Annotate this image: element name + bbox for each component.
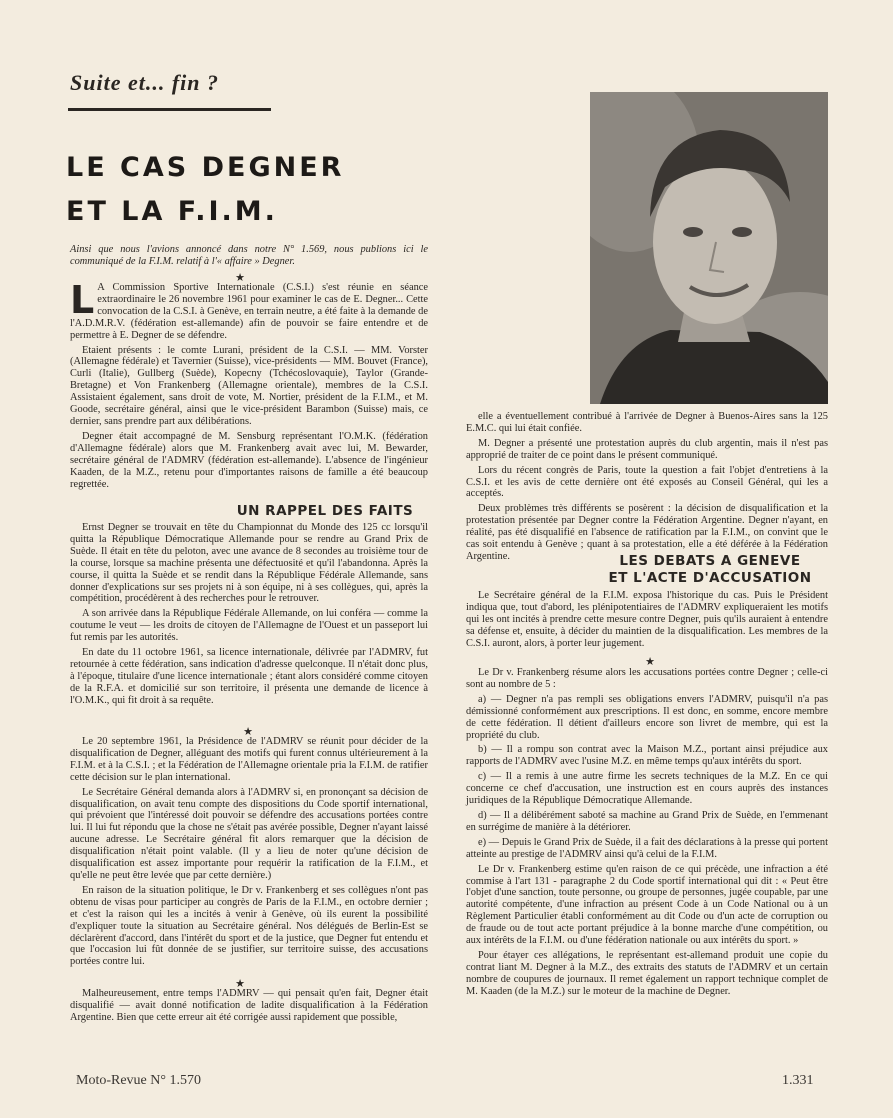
- star-icon: ★: [235, 272, 245, 284]
- paragraph: Ernst Degner se trouvait en tête du Championnat du Monde des 125 cc lorsqu'il quitta la République Démocratique Allemande pour se rendre au Grand Prix de Suède. Il était en tête du peloton, avec une avance de 8 secondes au troisième tour de la course, lorsque sa machine présenta une défectuosité et qu'il l'abandonna. Après la course, il quitta la Suède et se rendit dans la République Fédérale Allemande, sans donner d'explications sur ses projets ni à son équipe, ni à ses collègues, qui, après la compétition, procédèrent à des recherches pour le retrouver.: [70, 522, 428, 605]
- paragraph: A Commission Sportive Internationale (C.S.I.) s'est réunie en séance extraordinaire le 26 novembre 1961 pour examiner le cas de E. Degner... Cette convocation de la C.S.I. à Genève, en terrain neutre, a été faite à la demande de l'A.D.M.R.V. (fédération est-allemande) afin de pouvoir se faire entendre et de permettre à E. Degner de se défendre.: [70, 282, 428, 341]
- star-icon: ★: [235, 978, 245, 990]
- star-icon: ★: [645, 656, 655, 668]
- portrait-photo-graphic: [590, 92, 828, 404]
- column-left-bottom: [70, 988, 428, 1027]
- column-right-top: [466, 411, 828, 566]
- column-left-middle: [70, 522, 428, 710]
- paragraph: Le Dr v. Frankenberg résume alors les accusations portées contre Degner ; celle-ci sont au nombre de 5 :: [466, 667, 828, 690]
- paragraph: elle a éventuellement contribué à l'arrivée de Degner à Buenos-Aires sans la 125 E.M.C. qui lui était confiée.: [466, 411, 828, 434]
- column-left-lower: [70, 736, 428, 971]
- star-icon: ★: [243, 726, 253, 738]
- column-right-lower: [466, 667, 828, 1001]
- kicker: Suite et... fin ?: [70, 70, 220, 95]
- paragraph: Le Dr v. Frankenberg estime qu'en raison de ce qui précède, une infraction a été commise à l'art 131 - paragraphe 2 du Code sportif international qui dit : « Peut être l'objet d'une sanction, toute personne, ou groupe de personnes, jugée coupable, par une autorité compétente, d'une infraction au présent Code à un Code National ou à un Règlement Particulier établi conformément au dit Code ou d'un acte de corruption ou de fraude ou de tout acte portant préjudice à la bonne marche d'une compétition, ou aux intérêts de la F.I.M. ou d'une fédération nationale ou aux intérêts du sport. »: [466, 863, 828, 947]
- paragraph: M. Degner a présenté une protestation auprès du club argentin, mais il n'est pas approprié de traiter de ce point dans le présent communiqué.: [466, 437, 828, 461]
- paragraph: a) — Degner n'a pas rempli ses obligations envers l'ADMRV, puisqu'il n'a pas démissionné conformément aux prescriptions. Il est donc, en somme, encore membre de cette fédération. Il détient d'ailleurs encore son livret de membre, qui est la propriété du club.: [466, 693, 828, 741]
- paragraph: Le 20 septembre 1961, la Présidence de l'ADMRV se réunit pour décider de la disqualification de Degner, alléguant des motifs qui furent connus ultérieurement à la F.I.M. et à la C.S.I. ; et la Fédération de l'Allemagne orientale pria la F.I.M. de ratifier cette décision sur le plan international.: [70, 736, 428, 783]
- headline-line-1: LE CAS DEGNER: [66, 152, 345, 183]
- paragraph: En raison de la situation politique, le Dr v. Frankenberg et ses collègues n'ont pas obtenu de visas pour participer au congrès de Paris de la F.I.M., en octobre dernier ; et c'est la raison qui les a incités à venir à Genève, où ils eurent la possibilité d'expliquer toute la situation au Secrétaire général. Nos délégués de Berlin-Est se déclarèrent d'accord, dans l'intérêt du sport et de la justice, que Degner fut entendu et que l'occasion lui fût donnée de se justifier, sur territoire suisse, des accusations portées contre lui.: [70, 884, 428, 968]
- paragraph: Pour étayer ces allégations, le représentant est-allemand produit une copie du contrat liant M. Degner à la M.Z., des extraits des statuts de l'ADMRV et un certain nombre de coupures de journaux. Il remet également un rapport technique complet de M. Kaaden (de la M.Z.) sur le moteur de la machine de Degner.: [466, 949, 828, 997]
- paragraph: c) — Il a remis à une autre firme les secrets techniques de la M.Z. En ce qui concerne ce chef d'accusation, une instruction est en cours auprès des instances juridiques de la République Démocratique Allemande.: [466, 771, 828, 807]
- paragraph: Degner était accompagné de M. Sensburg représentant l'O.M.K. (fédération d'Allemagne fédérale) alors que M. Frankenberg avait avec lui, M. Bewarder, secrétaire général de l'ADMRV (fédération est-allemande). L'absence de l'ingénieur Kaaden, de la M.Z., retenu pour d'importantes raisons de famille a été beaucoup regrettée.: [70, 430, 428, 490]
- portrait-photo: [590, 92, 828, 404]
- kicker-underline: [68, 108, 271, 111]
- intro-chapo: Ainsi que nous l'avions annoncé dans notre N° 1.569, nous publions ici le communiqué de la F.I.M. relatif à l'« affaire » Degner.: [70, 244, 428, 267]
- drop-cap: L: [70, 278, 95, 322]
- section-heading-rappel: UN RAPPEL DES FAITS: [236, 503, 414, 519]
- paragraph: Malheureusement, entre temps l'ADMRV — qui pensait qu'en fait, Degner était disqualifié — avait donné notification de ladite disqualification à la Fédération Argentine. Bien que cette erreur ait été corrigée aussi rapidement que possible,: [70, 988, 428, 1023]
- paragraph: Deux problèmes très différents se posèrent : la décision de disqualification et la protestation présentée par Degner contre la Fédération Argentine. Degner n'ayant, en réalité, pas été disqualifié en l'absence de ratification par la F.I.M., on convint que le cas soit entendu à Genève ; quant à sa protestation, elle a été déférée à la Fédération Argentine.: [466, 503, 828, 562]
- column-left-top: [70, 278, 428, 493]
- paragraph: Le Secrétaire général de la F.I.M. exposa l'historique du cas. Puis le Président indiqua que, tout d'abord, les plénipotentiaires de l'ADMRV expliqueraient les motifs qui les ont incités à prendre cette mesure contre Degner, puis qu'ils auraient à entendre sa défense et, ensuite, à décider du maintien de la disqualification. Les membres de la C.S.I. auront, alors, à porter leur jugement.: [466, 590, 828, 649]
- page-number: 1.331: [782, 1073, 814, 1088]
- paragraph: Le Secrétaire Général demanda alors à l'ADMRV si, en prononçant sa décision de disqualification, on avait tenu compte des dispositions du Code sportif international, qui prévoient que l'intéressé doit pouvoir se défendre des accusations portées contre lui. Il lui fut répondu que la chose ne s'était pas avérée possible, Degner n'ayant laissé aucune adresse. Le Secrétaire général fit alors remarquer que la décision de disqualification n'était point valable. (Il y a lieu de noter qu'une décision de disqualification est assez importante pour requérir la ratification de la F.I.M., et qu'elle ne peut être levée que par cette dernière.): [70, 786, 428, 881]
- paragraph: Lors du récent congrès de Paris, toute la question a fait l'objet d'entretiens à la C.S.I. et les avis de cette dernière ont été exposés au Conseil Général, qui les a acceptés.: [466, 464, 828, 500]
- paragraph: Etaient présents : le comte Lurani, président de la C.S.I. — MM. Vorster (Allemagne fédérale) et Tavernier (Suisse), vice-présidents — MM. Bouvet (France), Curli (Italie), Gullberg (Suède), Kopecny (Tchécoslovaquie), Taylor (Grande-Bretagne) et Von Frankenberg (Allemagne orientale), membres de la C.S.I. Assistaient également, sans droit de vote, M. Nortier, président de la F.I.M., et M. Goode, secrétaire général, ainsi que le vice-président Barambon (Suisse) mais, ce dernier, sans prendre part aux délibérations.: [70, 344, 428, 427]
- paragraph: En date du 11 octobre 1961, sa licence internationale, délivrée par l'ADMRV, fut retournée à cette fédération, sans indication d'adresse quelconque. Il n'était donc plus, à l'époque, titulaire d'une licence internationale ; étant alors considéré comme citoyen de la R.F.A. et domicilié sur son territoire, il présenta une demande de licence à l'O.M.K., qui fit droit à sa requête.: [70, 647, 428, 706]
- section-heading-debats-1: LES DEBATS A GENEVE: [619, 553, 801, 569]
- section-heading-debats-2: ET L'ACTE D'ACCUSATION: [608, 570, 812, 586]
- footer-issue: Moto-Revue N° 1.570: [76, 1073, 201, 1088]
- headline-line-2: ET LA F.I.M.: [66, 196, 278, 227]
- paragraph: b) — Il a rompu son contrat avec la Maison M.Z., portant ainsi préjudice aux rapports de l'ADMRV avec l'usine M.Z. en même temps qu'aux intérêts du sport.: [466, 744, 828, 768]
- paragraph: d) — Il a délibérément saboté sa machine au Grand Prix de Suède, en l'emmenant en surrégime de manière à la détériorer.: [466, 809, 828, 833]
- column-right-middle: [466, 590, 828, 653]
- paragraph: e) — Depuis le Grand Prix de Suède, il a fait des déclarations à la presse qui portent atteinte au prestige de l'ADMRV ainsi qu'à celui de la F.I.M.: [466, 836, 828, 860]
- paragraph: A son arrivée dans la République Fédérale Allemande, on lui conféra — comme la coutume le veut — les droits de citoyen de l'Allemagne de l'Ouest et un passeport lui fut remis par les autorités.: [70, 608, 428, 644]
